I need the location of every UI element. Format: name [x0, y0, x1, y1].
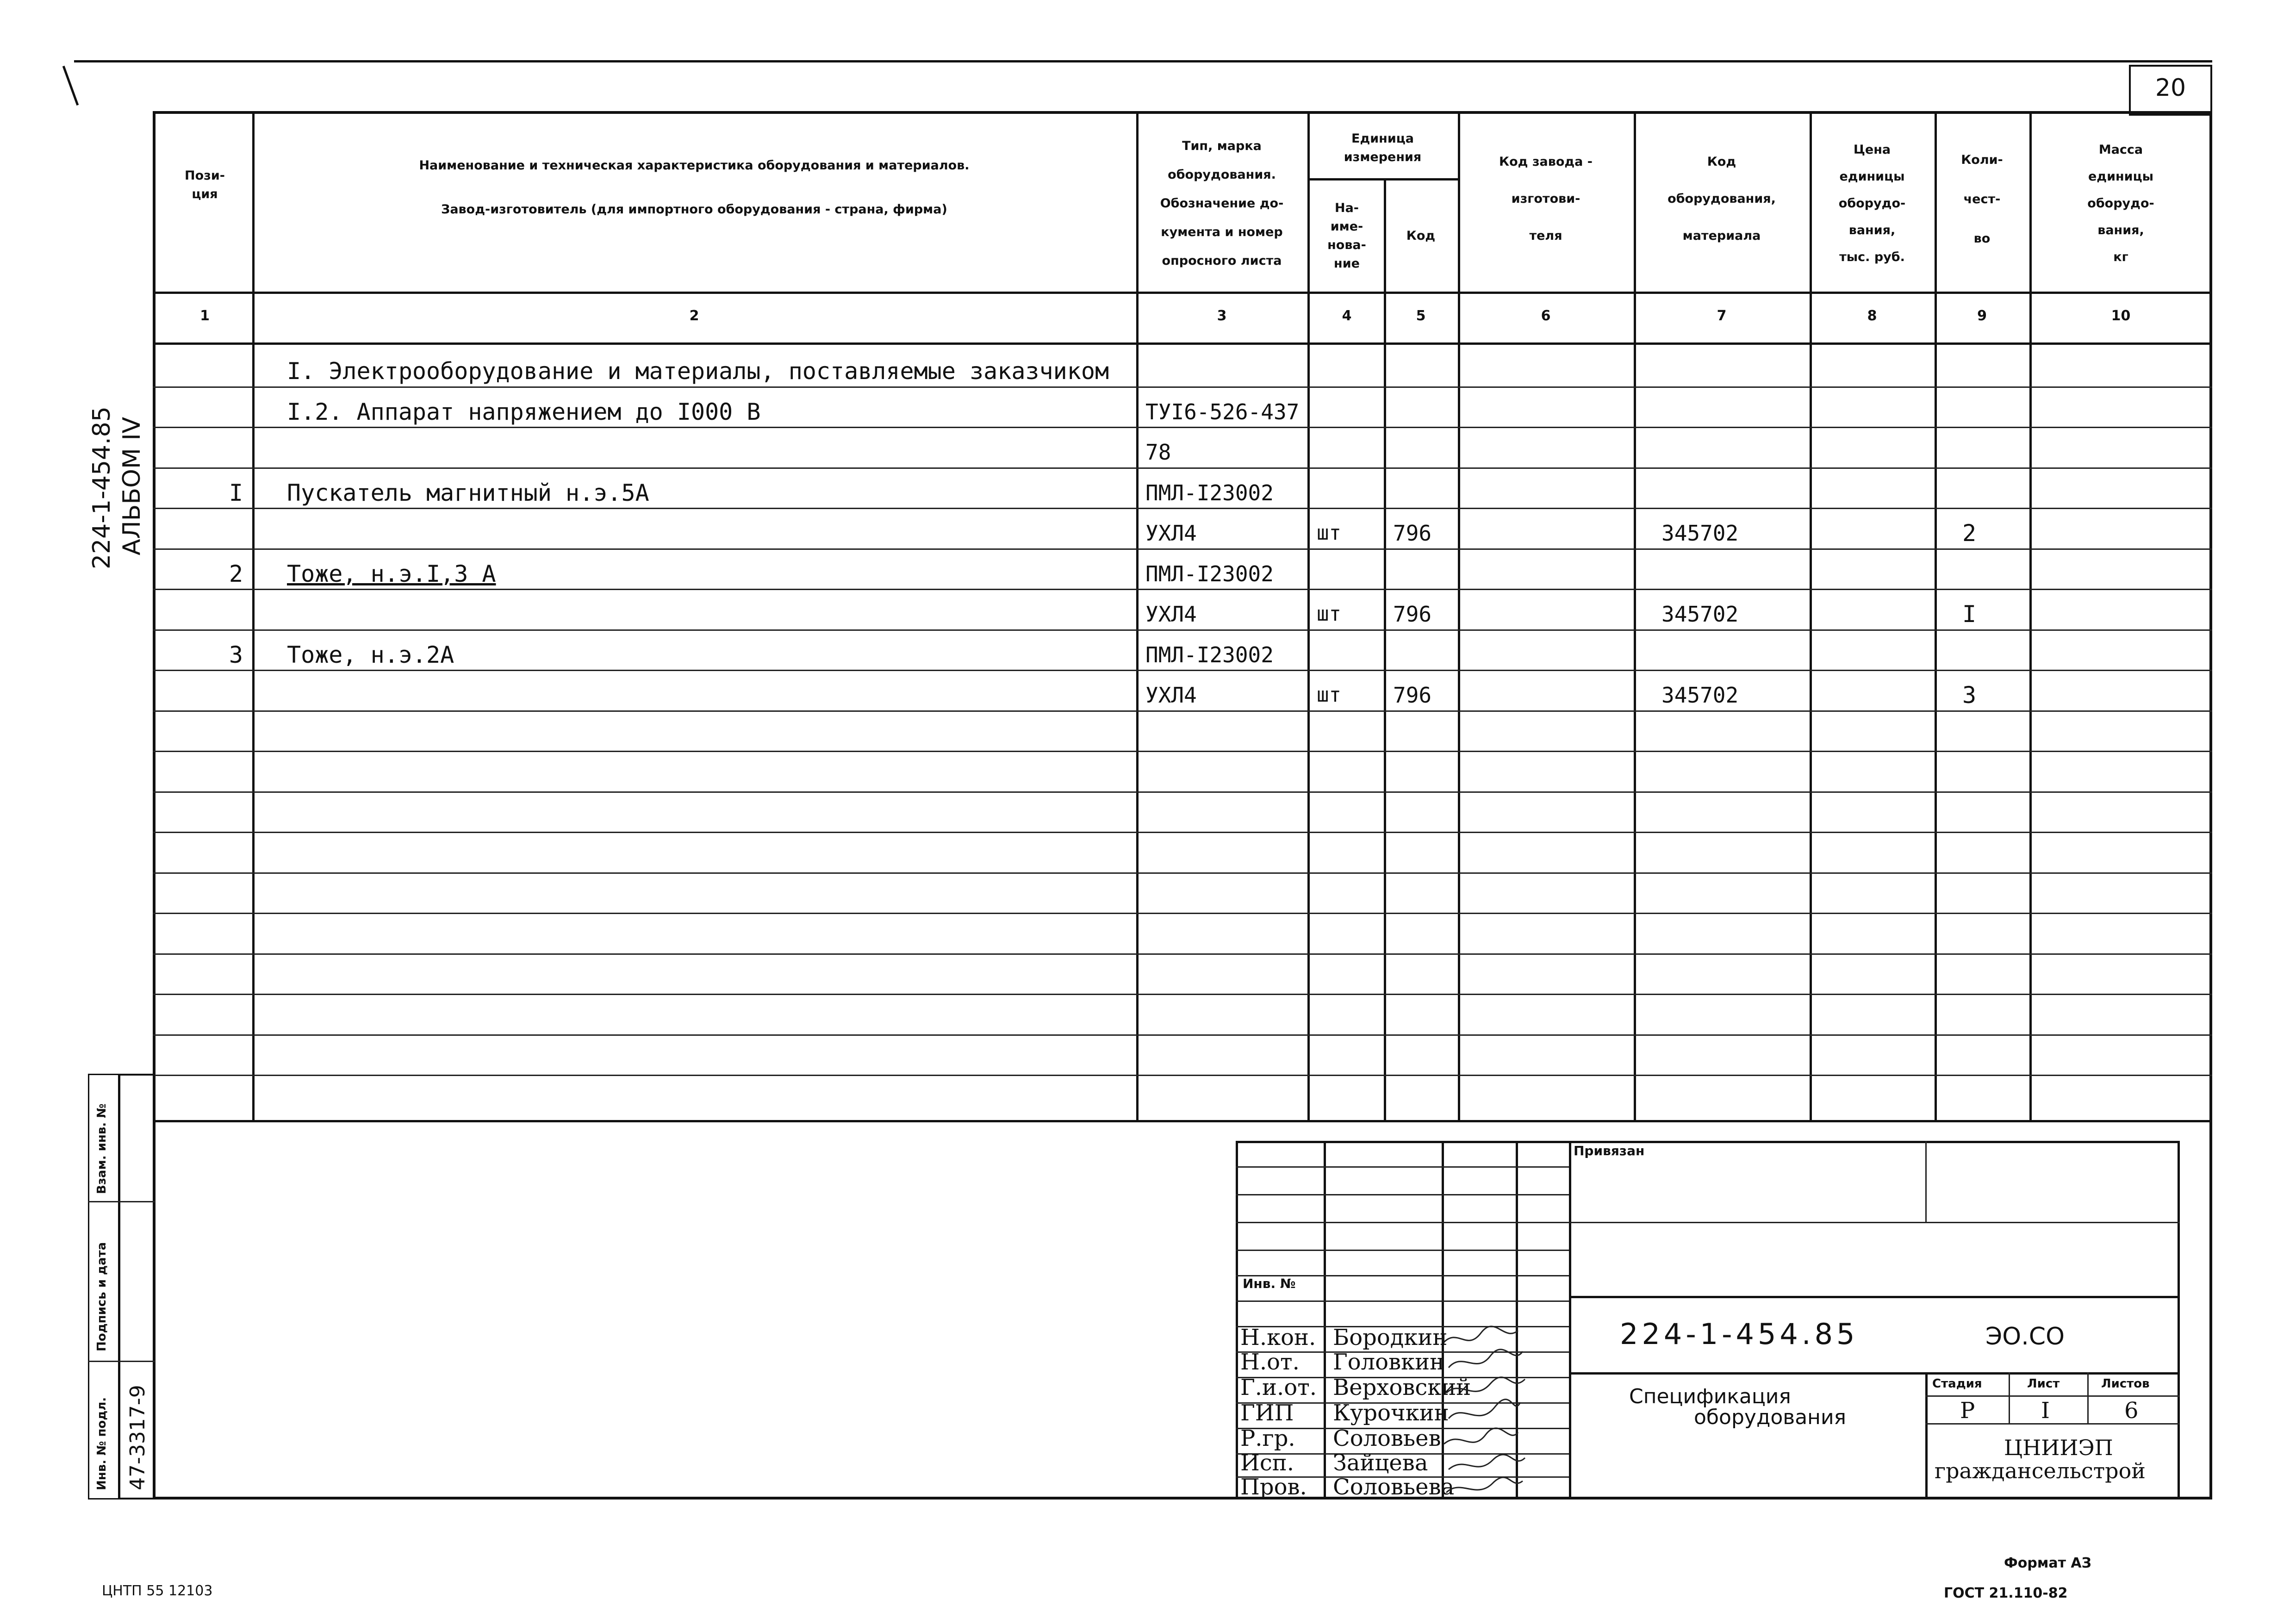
tb-row	[1236, 1222, 1571, 1223]
inv-no-label: Инв. №	[1243, 1276, 1296, 1291]
stadia-label: Стадия	[1932, 1377, 1982, 1391]
page-number: 20	[2155, 74, 2186, 102]
sig-role: Р.гр.	[1240, 1425, 1295, 1451]
column-number: 9	[1977, 308, 1987, 324]
row-unit: шт	[1317, 521, 1341, 545]
doc-title-line1: Спецификация	[1629, 1385, 1791, 1408]
row-code: 345702	[1661, 521, 1739, 546]
header-name: Наименование и техническая характеристика оборудования и материалов. Завод-изготовитель (для импортного оборудования - страна, фирма)	[419, 158, 970, 217]
left-corner-mark	[62, 66, 79, 106]
header-price: Цена единицы оборудо- вания, тыс. руб.	[1838, 143, 1906, 264]
row-line	[153, 1075, 2212, 1076]
stadia-value: Р	[1960, 1398, 1975, 1424]
row-type: ТУI6-526-437	[1145, 399, 1300, 424]
row-line	[153, 994, 2212, 995]
row-code: 345702	[1661, 683, 1739, 708]
sig-role: Н.от.	[1240, 1349, 1300, 1375]
sig-name: Головкин	[1333, 1349, 1445, 1375]
row-type: ПМЛ-I23002	[1145, 480, 1274, 505]
sig-role: ГИП	[1240, 1400, 1294, 1426]
sig-name: Курочкин	[1333, 1400, 1449, 1426]
column-number: 6	[1541, 308, 1551, 324]
row-line	[153, 548, 2212, 550]
row-code: 345702	[1661, 602, 1739, 627]
row-line	[153, 832, 2212, 833]
header-mass: Масса единицы оборудо- вания, кг	[2087, 143, 2154, 264]
side-label-vzam: Взам. инв. №	[95, 1103, 109, 1194]
handwritten-signatures	[1439, 1324, 1532, 1504]
row-qty: I	[1962, 601, 1977, 628]
col-divider	[252, 111, 255, 1120]
row-line	[153, 953, 2212, 955]
row-unit: шт	[1317, 602, 1341, 626]
header-type: Тип, марка оборудования. Обозначение до- кумента и номер опросного листа	[1160, 139, 1284, 268]
column-number: 7	[1717, 308, 1727, 324]
sig-name: Соловьев	[1333, 1425, 1441, 1451]
row-name: Тоже, н.э.2А	[287, 641, 454, 668]
sig-name: Соловьева	[1333, 1474, 1455, 1500]
doc-code: 224-1-454.85	[1620, 1317, 1859, 1351]
row-type: УХЛ4	[1145, 602, 1197, 627]
tb-row	[1236, 1166, 1571, 1168]
row-line	[153, 872, 2212, 874]
stage-col	[2009, 1372, 2010, 1423]
list-label: Лист	[2027, 1377, 2060, 1391]
row-type: ПМЛ-I23002	[1145, 642, 1274, 667]
column-number: 5	[1416, 308, 1426, 324]
row-line	[153, 913, 2212, 914]
header-unit: Единица измерения	[1344, 131, 1422, 164]
row-line	[153, 427, 2212, 428]
sig-name: Бородкин	[1333, 1325, 1448, 1350]
row-type: УХЛ4	[1145, 683, 1197, 708]
tb-stage-col	[1925, 1372, 1928, 1500]
row-pos: 2	[229, 560, 243, 587]
sig-name: Зайцева	[1333, 1450, 1428, 1476]
tb-row	[1236, 1250, 1571, 1251]
sig-role: Г.и.от.	[1240, 1375, 1317, 1400]
row-name: I.2. Аппарат напряжением до I000 В	[287, 398, 761, 425]
column-number: 2	[689, 308, 699, 324]
row-unit: шт	[1317, 683, 1341, 707]
header-unit-code: Код	[1406, 229, 1436, 243]
sig-role: Пров.	[1240, 1474, 1307, 1500]
stage-col	[2087, 1372, 2089, 1423]
privyazan-divider	[1569, 1222, 2180, 1223]
org-line2: граждансельстрой	[1935, 1458, 2146, 1483]
row-qty: 2	[1962, 520, 1977, 547]
tb-row	[1236, 1194, 1571, 1195]
row-qty: 3	[1962, 682, 1977, 709]
column-number: 8	[1867, 308, 1877, 324]
row-line	[153, 386, 2212, 388]
side-inv-value: 47-3317-9	[126, 1385, 149, 1490]
row-line	[153, 710, 2212, 712]
side-strip-divider	[88, 1201, 155, 1202]
print-code: ЦНТП 55 12103	[102, 1583, 213, 1599]
top-edge-line	[74, 60, 2212, 62]
row-line	[153, 751, 2212, 752]
table-bottom-line	[153, 1120, 2212, 1122]
row-name: Тоже, н.э.I,3 А	[287, 560, 496, 587]
row-line	[153, 589, 2212, 590]
row-type: ПМЛ-I23002	[1145, 561, 1274, 586]
list-value: I	[2041, 1398, 2050, 1424]
header-equipment-code: Код оборудования, материала	[1668, 155, 1776, 243]
sig-role: Н.кон.	[1240, 1325, 1316, 1350]
row-name: Пускатель магнитный н.э.5А	[287, 479, 649, 506]
tb-code-top	[1569, 1296, 2180, 1298]
doc-title-line2: оборудования	[1694, 1406, 1847, 1429]
row-pos: 3	[229, 641, 243, 668]
unit-subheader-line	[1307, 178, 1458, 180]
doc-suffix: ЭО.СО	[1985, 1323, 2065, 1350]
row-type: УХЛ4	[1145, 521, 1197, 546]
row-type: 78	[1145, 440, 1171, 465]
row-line	[153, 508, 2212, 509]
sig-role: Исп.	[1240, 1450, 1294, 1476]
row-line	[153, 467, 2212, 469]
header-position: Пози- ция	[185, 168, 225, 201]
column-number: 4	[1342, 308, 1352, 324]
side-project-code: 224-1-454.85	[88, 406, 116, 569]
privyazan-label: Привязан	[1574, 1143, 1645, 1158]
side-strip-divider	[88, 1361, 155, 1362]
tb-row	[1236, 1300, 1571, 1302]
row-line	[153, 670, 2212, 671]
row-name: I. Электрооборудование и материалы, поставляемые заказчиком	[287, 358, 1109, 385]
row-unit-code: 796	[1393, 521, 1432, 546]
row-unit-code: 796	[1393, 602, 1432, 627]
row-line	[153, 1034, 2212, 1036]
side-label-inv: Инв. № подл.	[95, 1397, 109, 1490]
header-bottom-line	[153, 292, 2212, 294]
listov-value: 6	[2124, 1398, 2139, 1424]
header-factory-code: Код завода - изготови- теля	[1499, 155, 1593, 243]
header-quantity: Коли- чест- во	[1961, 152, 2003, 246]
privyazan-col	[1925, 1141, 1927, 1222]
row-pos: I	[229, 479, 243, 506]
colnum-bottom-line	[153, 342, 2212, 345]
row-line	[153, 791, 2212, 793]
gost-label: ГОСТ 21.110-82	[1944, 1585, 2068, 1601]
row-unit-code: 796	[1393, 683, 1432, 708]
side-album: АЛЬБОМ IV	[118, 417, 146, 555]
listov-label: Листов	[2101, 1377, 2150, 1391]
stage-header-line	[1925, 1395, 2180, 1397]
format-label: Формат АЗ	[2004, 1555, 2091, 1571]
org-line1: ЦНИИЭП	[2004, 1435, 2113, 1460]
header-unit-name: На- име- нова- ние	[1327, 201, 1366, 271]
row-line	[153, 629, 2212, 631]
side-label-podpis: Подпись и дата	[95, 1242, 109, 1351]
column-number: 3	[1217, 308, 1227, 324]
column-number: 10	[2111, 308, 2131, 324]
sig-name: Верховский	[1333, 1375, 1471, 1400]
column-number: 1	[200, 308, 210, 324]
